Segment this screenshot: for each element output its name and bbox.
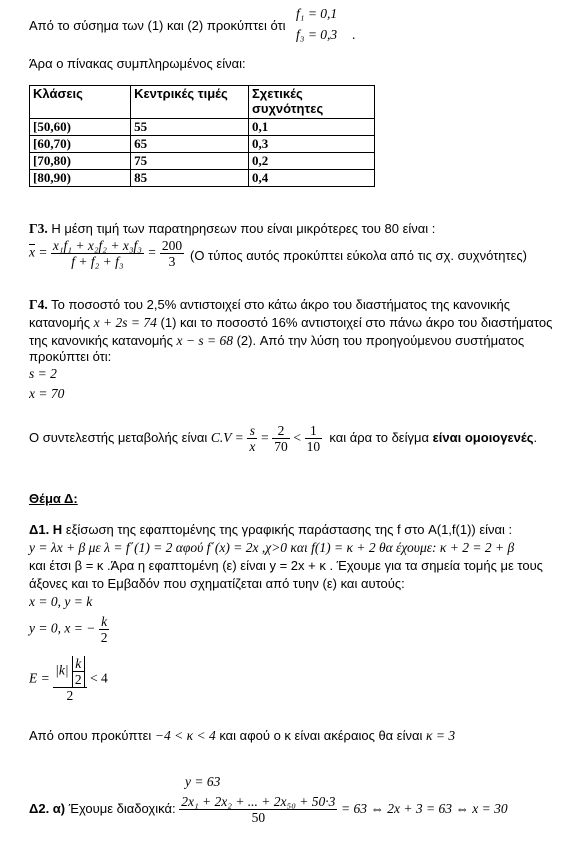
- g3-value-num: 200: [161, 238, 183, 253]
- cv-fraction-2: [272, 423, 290, 454]
- cv-fraction-3: [305, 423, 323, 454]
- g3-label: Γ3.: [29, 221, 48, 236]
- g3-xbar: $\overline{x}$: [29, 244, 35, 260]
- g4-text-1: Το ποσοστό του 2,5% αντιστοιχεί στο κάτω άκρο του διαστήματος της κανονικής: [51, 297, 510, 312]
- g3-mean-fraction: [51, 238, 144, 269]
- d1-area: [29, 656, 108, 703]
- table-intro: Άρα ο πίνακας συμπληρωμένος είναι:: [29, 56, 246, 71]
- table-cell: 0,4: [248, 170, 374, 187]
- table-row: [30, 119, 375, 136]
- g3-value-fraction: [160, 238, 184, 269]
- intro-period: .: [352, 27, 356, 42]
- d1-text-6a: y = 0, x = −: [29, 620, 96, 636]
- g4-label: Γ4.: [29, 297, 48, 312]
- table-cell: 75: [131, 153, 249, 170]
- table-cell: [70,80): [30, 153, 131, 170]
- table-cell: [80,90): [30, 170, 131, 187]
- d1-e-lhs: E =: [29, 670, 50, 686]
- d2-denominator: 50: [251, 810, 266, 825]
- f1-value: f₁ = 0,1: [296, 6, 338, 21]
- g4-x-value: x = 70: [29, 386, 65, 401]
- cv-10: 10: [306, 439, 321, 454]
- cv-lhs: C.V =: [210, 429, 244, 445]
- cv-1: 1: [305, 423, 323, 439]
- cv-s: s: [247, 423, 257, 439]
- cv-fraction: [247, 423, 257, 454]
- d1-abs-k-over-2: [72, 656, 85, 687]
- d1-final-b: και αφού ο κ είναι ακέραιος θα είναι: [219, 728, 423, 743]
- cv-end: .: [533, 429, 538, 445]
- d1-text-4: άξονες και το Εμβαδόν που σχηματίζεται από τυην (ε) και αυτούς:: [29, 576, 405, 591]
- d1-text-2: y = λx + β με λ = f΄(1) = 2 αφού f΄(x) = 2x ,χ>0 και f(1) = κ + 2 θα έχουμε: κ + 2 = 2 + β: [29, 540, 515, 555]
- g3-formula: $\overline{x}$ = $\frac{\text{x₁f₁ + x₂f₂ + x₃f₃}}{\text{f + f₂ + f₃}}$ = $\frac{200}{3}$: [29, 238, 183, 269]
- d1-text-3: και έτσι β = κ .Άρα η εφαπτομένη (ε) είναι y = 2x + κ . Έχουμε για τα σημεία τομής με τους: [29, 558, 543, 573]
- d1-text-5: x = 0, y = k: [29, 594, 93, 609]
- g3-heading: [29, 221, 435, 237]
- d1-line1: [29, 522, 512, 537]
- g4-text-2b: (1) και το ποσοστό 16% αντιστοιχεί στο πάνω άκρο του διαστήματος: [160, 315, 553, 330]
- g4-eq1: x + 2s = 74: [93, 315, 157, 330]
- d1-area-fraction: [53, 656, 87, 703]
- f3-value: f₃ = 0,3: [296, 27, 338, 42]
- d1-final: [29, 728, 455, 744]
- table-cell: 0,1: [248, 119, 374, 136]
- g3-value-den: 3: [168, 254, 176, 269]
- cv-lt: <: [293, 429, 302, 445]
- table-cell: 0,2: [248, 153, 374, 170]
- g4-eq2: x − s = 68: [176, 333, 233, 348]
- d1-e-lt: < 4: [90, 670, 108, 686]
- intro-text: Από το σύσημα των (1) και (2) προκύπτει ότι: [29, 18, 286, 33]
- g4-line3: [29, 333, 524, 349]
- header-relative-frequencies: Σχετικές συχνότητες: [248, 86, 374, 119]
- table-cell: 85: [131, 170, 249, 187]
- header-central-values: Κεντρικές τιμές: [131, 86, 249, 119]
- cv-line: [29, 423, 537, 454]
- table-row: [30, 136, 375, 153]
- cv-tail: και άρα το δείγμα: [329, 429, 429, 445]
- g3-note: (Ο τύπος αυτός προκύπτει εύκολα από τις σχ. συχνότητες): [190, 248, 528, 263]
- table-cell: [60,70): [30, 136, 131, 153]
- cv-bold: είναι ομοιογενές: [432, 429, 534, 445]
- g4-text-3a: της κανονικής κατανομής: [29, 333, 173, 348]
- g4-text-2a: κατανομής: [29, 315, 91, 330]
- d1-final-k: κ = 3: [426, 728, 456, 743]
- frequency-table: [29, 85, 375, 187]
- d1-k-2: k: [73, 656, 84, 672]
- d1-k-over-2: [99, 614, 110, 645]
- g4-line1: [29, 297, 510, 313]
- d2-label: Δ2. α): [29, 800, 66, 816]
- cv-70: 70: [274, 439, 288, 454]
- d2-ybar: y = 63: [185, 774, 221, 789]
- d1-two-2: 2: [74, 672, 82, 687]
- table-cell: 0,3: [248, 136, 374, 153]
- table-row: [30, 153, 375, 170]
- d1-area-numerator: [53, 656, 87, 688]
- d1-k: k: [99, 614, 110, 630]
- d2-tail: = 63 ⇔ 2x + 3 = 63 ⇔ x = 30: [341, 800, 508, 816]
- cv-text: Ο συντελεστής μεταβολής είναι: [29, 429, 208, 445]
- d1-two: 2: [100, 630, 108, 645]
- table-cell: 65: [131, 136, 249, 153]
- d1-two-3: 2: [66, 688, 74, 703]
- cv-x: x: [249, 439, 256, 454]
- d1-final-a: Από οπου προκύπτει: [29, 728, 152, 743]
- g4-s-value: s = 2: [29, 366, 57, 381]
- table-row: [30, 170, 375, 187]
- d1-text-1: εξίσωση της εφαπτομένης της γραφικής παράστασης της f στο A(1,f(1)) είναι :: [65, 522, 513, 537]
- d1-abs-k: |k|: [55, 662, 69, 678]
- d2-line: [29, 794, 508, 825]
- d1-x-intercept: [29, 614, 109, 645]
- table-header-row: [30, 86, 375, 119]
- g4-line2: [29, 315, 552, 331]
- d2-fraction: [179, 794, 337, 825]
- g3-text: Η μέση τιμή των παρατηρησεων που είναι μικρότερες του 80 είναι :: [51, 221, 436, 236]
- g4-text-4: προκύπτει ότι:: [29, 349, 112, 364]
- table-cell: 55: [131, 119, 249, 136]
- cv-2: 2: [272, 423, 290, 439]
- d2-text: Έχουμε διαδοχικά:: [68, 800, 176, 816]
- g3-numerator: x₁f₁ + x₂f₂ + x₃f₃: [52, 238, 142, 253]
- g3-denominator: f + f₂ + f₃: [71, 254, 124, 269]
- header-classes: Κλάσεις: [30, 86, 131, 119]
- g4-text-3b: (2). Από την λύση του προηγούμενου συστήματος: [236, 333, 525, 348]
- theme-title: Θέμα Δ:: [29, 491, 78, 506]
- table-cell: [50,60): [30, 119, 131, 136]
- cv-eq: =: [261, 429, 269, 445]
- d1-label: Δ1. Η: [29, 522, 63, 537]
- d1-final-ineq: −4 < κ < 4: [154, 728, 216, 743]
- d2-numerator: 2x₁ + 2x₂ + ... + 2x₅₀ + 50·3: [181, 794, 336, 809]
